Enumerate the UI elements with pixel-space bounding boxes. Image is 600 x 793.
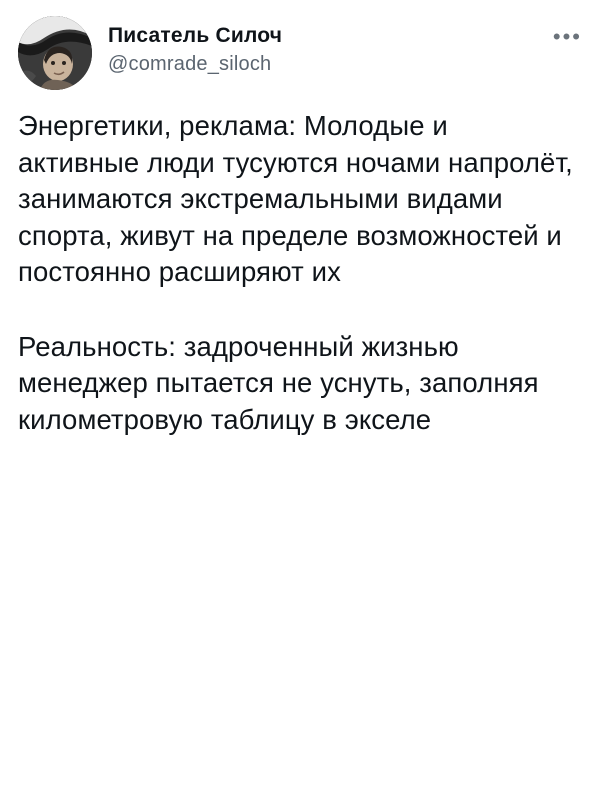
tweet-paragraph-1: Энергетики, реклама: Молодые и активные люди тусуются ночами напролёт, занимаются экстремальными видами спорта, живут на пределе возможностей и постоянно расширяют их — [18, 110, 573, 288]
author-identity — [108, 16, 553, 77]
tweet-text — [18, 108, 582, 439]
author-display-name[interactable]: Писатель Силоч — [108, 24, 283, 47]
author-handle[interactable]: @comrade_siloch — [108, 53, 272, 76]
more-options-button[interactable]: ••• — [552, 24, 582, 49]
avatar-photo-icon — [18, 16, 92, 90]
avatar[interactable] — [18, 16, 92, 90]
tweet-header — [18, 16, 582, 90]
paragraph-spacer — [18, 291, 576, 329]
tweet-paragraph-2: Реальность: задроченный жизнью менеджер пытается не уснуть, заполняя километровую таблицу в экселе — [18, 330, 539, 435]
